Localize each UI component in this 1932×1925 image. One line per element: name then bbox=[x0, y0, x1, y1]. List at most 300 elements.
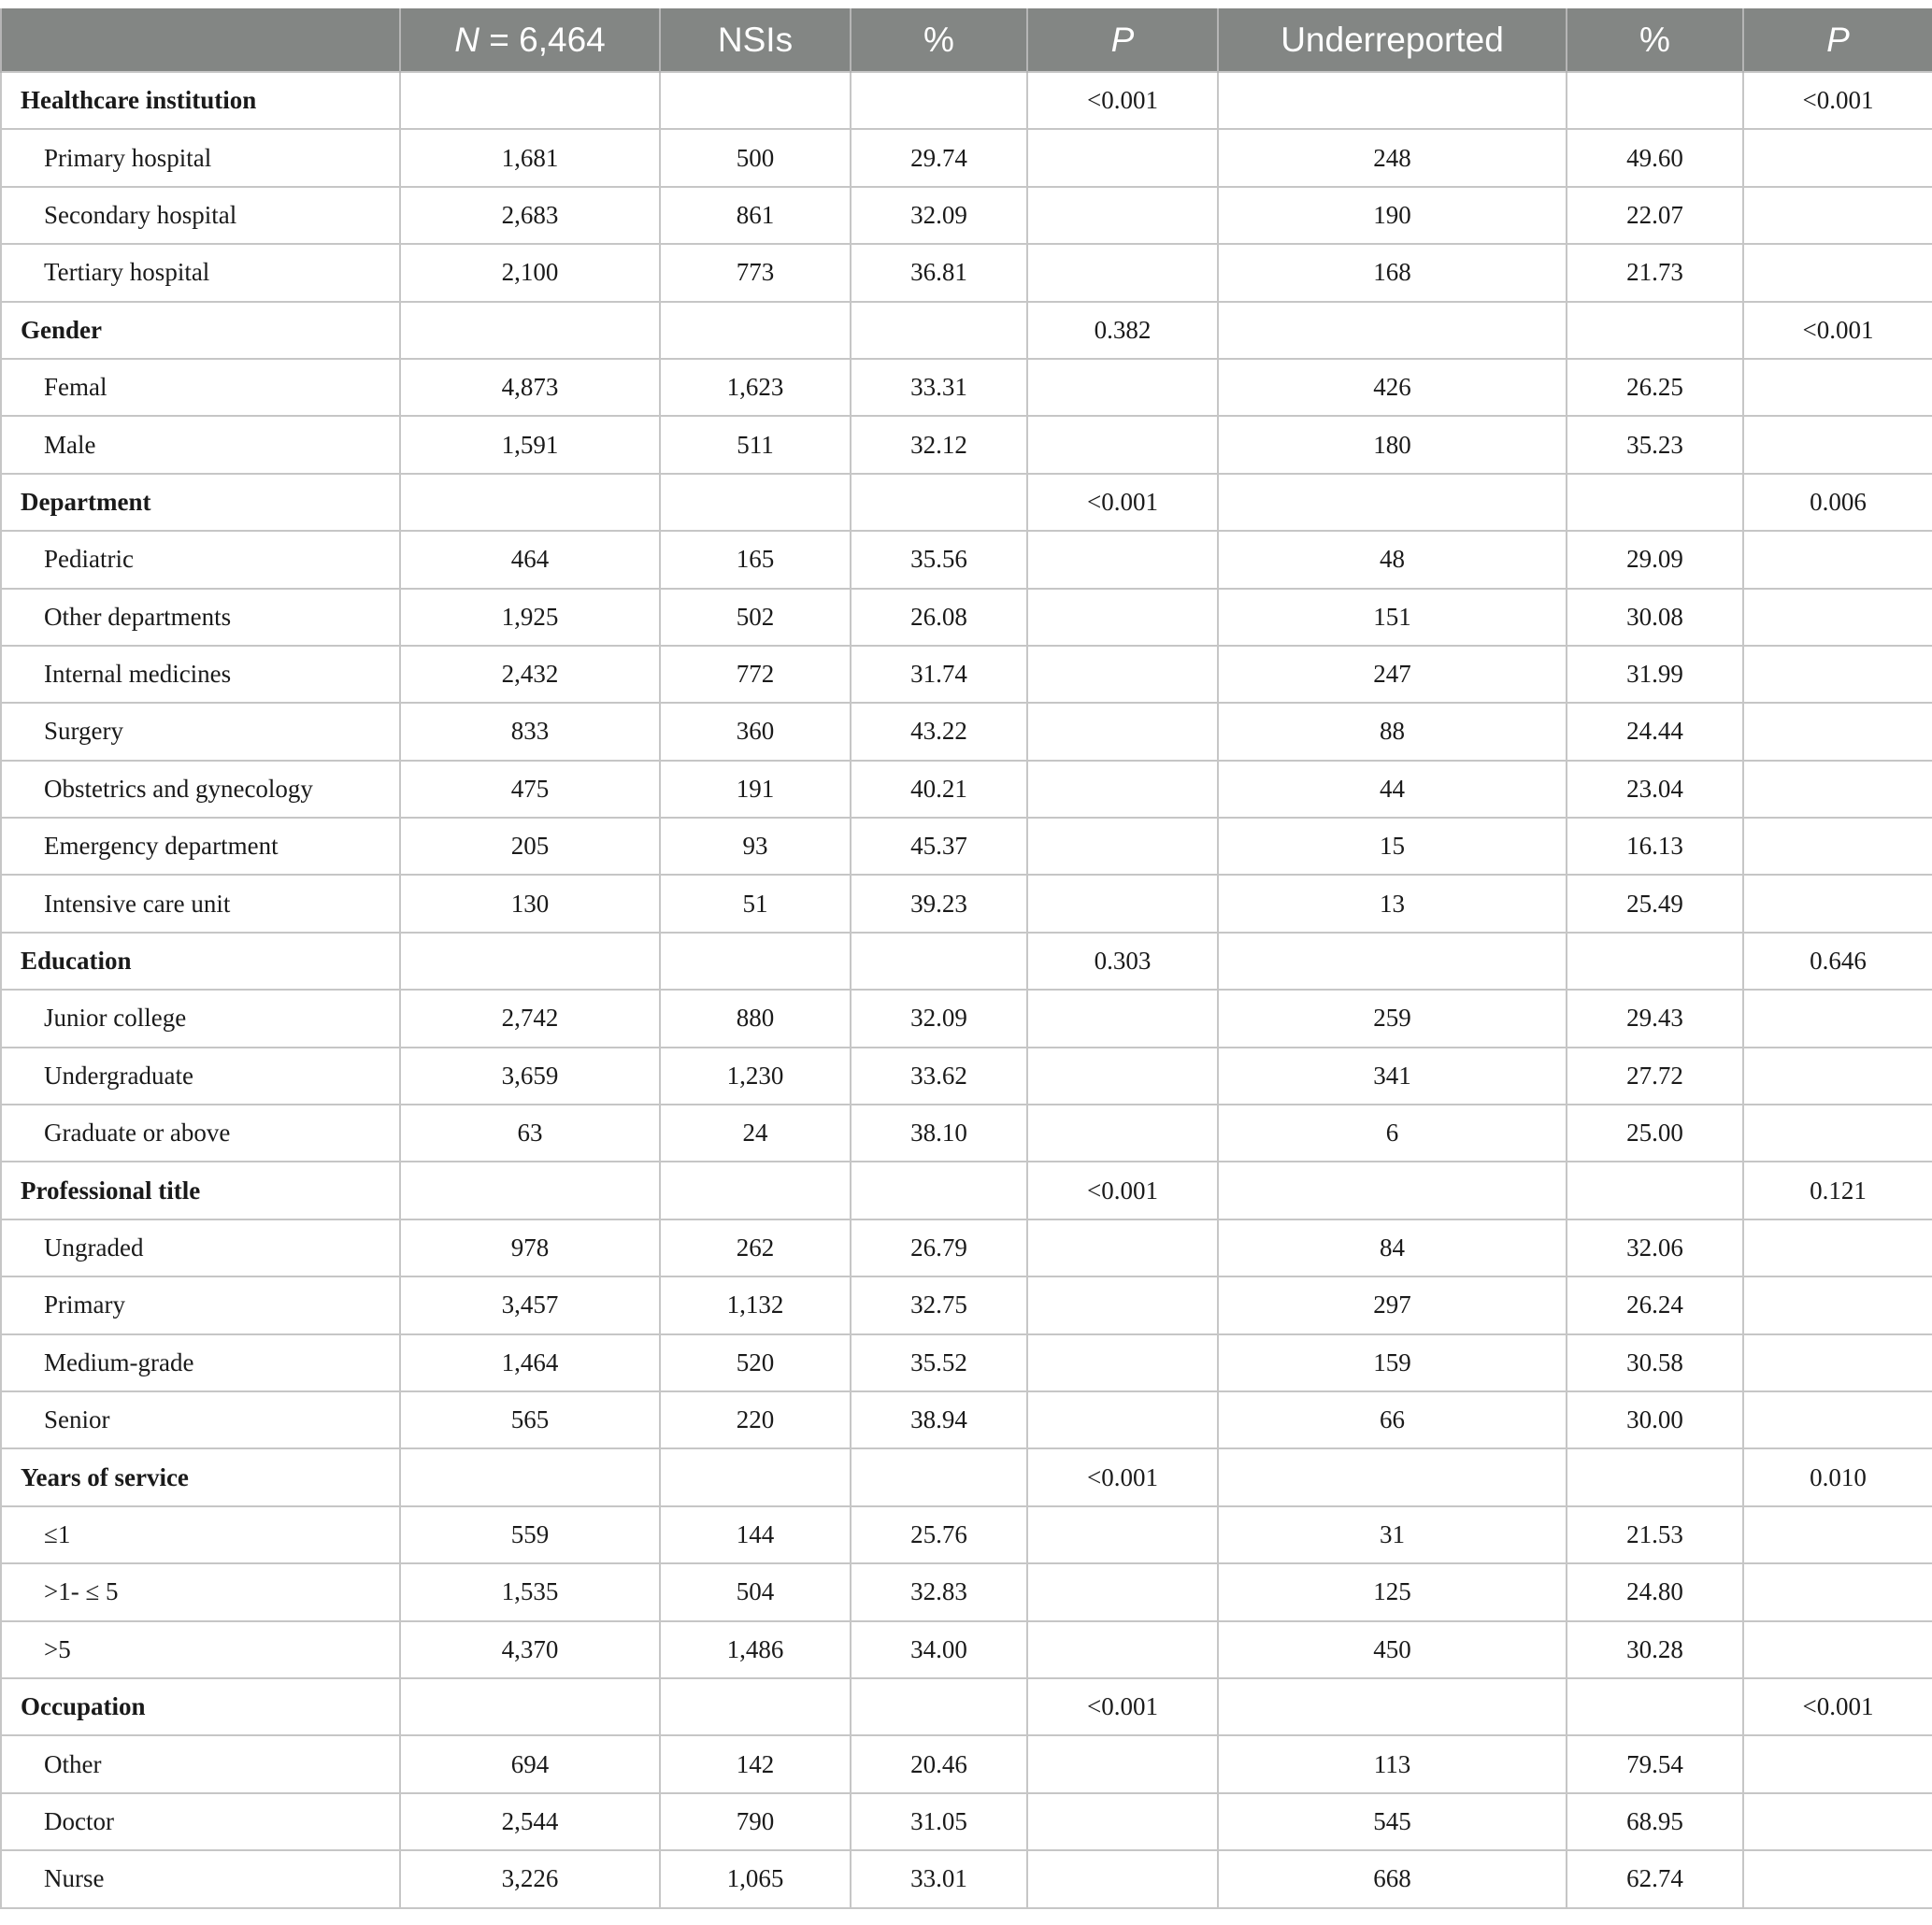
cell-underreported: 151 bbox=[1218, 589, 1567, 646]
cell-underreported: 341 bbox=[1218, 1048, 1567, 1105]
header-nsis: NSIs bbox=[660, 8, 851, 72]
cell-n: 63 bbox=[400, 1105, 660, 1162]
cell-percent-underreported: 25.00 bbox=[1567, 1105, 1743, 1162]
cell-n: 833 bbox=[400, 703, 660, 760]
cell-n: 565 bbox=[400, 1391, 660, 1448]
cell-percent-underreported: 35.23 bbox=[1567, 416, 1743, 473]
cell-p bbox=[1027, 129, 1218, 186]
cell-percent-underreported: 25.49 bbox=[1567, 875, 1743, 932]
row-label: Senior bbox=[1, 1391, 400, 1448]
cell-n bbox=[400, 1162, 660, 1219]
cell-underreported: 31 bbox=[1218, 1506, 1567, 1563]
cell-percent: 32.12 bbox=[851, 416, 1027, 473]
cell-percent-underreported: 49.60 bbox=[1567, 129, 1743, 186]
cell-nsis: 51 bbox=[660, 875, 851, 932]
cell-percent: 26.79 bbox=[851, 1219, 1027, 1276]
cell-underreported: 159 bbox=[1218, 1334, 1567, 1391]
row-label: Education bbox=[1, 933, 400, 990]
cell-percent-underreported: 62.74 bbox=[1567, 1850, 1743, 1907]
cell-nsis bbox=[660, 1678, 851, 1735]
cell-n bbox=[400, 474, 660, 531]
cell-percent: 35.52 bbox=[851, 1334, 1027, 1391]
table-row bbox=[1, 761, 1932, 818]
cell-p-underreported bbox=[1743, 761, 1932, 818]
row-label: Intensive care unit bbox=[1, 875, 400, 932]
row-label: Primary hospital bbox=[1, 129, 400, 186]
cell-p-underreported: 0.646 bbox=[1743, 933, 1932, 990]
cell-p-underreported bbox=[1743, 990, 1932, 1047]
cell-underreported bbox=[1218, 1448, 1567, 1505]
cell-underreported bbox=[1218, 933, 1567, 990]
cell-underreported: 247 bbox=[1218, 646, 1567, 703]
row-label: Emergency department bbox=[1, 818, 400, 875]
cell-nsis: 24 bbox=[660, 1105, 851, 1162]
table-row bbox=[1, 1276, 1932, 1333]
table-row bbox=[1, 1563, 1932, 1620]
cell-n: 2,742 bbox=[400, 990, 660, 1047]
cell-p-underreported: <0.001 bbox=[1743, 72, 1932, 129]
cell-p bbox=[1027, 187, 1218, 244]
row-label: Healthcare institution bbox=[1, 72, 400, 129]
row-label: Junior college bbox=[1, 990, 400, 1047]
cell-percent: 38.10 bbox=[851, 1105, 1027, 1162]
cell-underreported: 125 bbox=[1218, 1563, 1567, 1620]
cell-percent: 33.62 bbox=[851, 1048, 1027, 1105]
cell-n: 3,659 bbox=[400, 1048, 660, 1105]
cell-nsis: 93 bbox=[660, 818, 851, 875]
cell-percent-underreported: 30.58 bbox=[1567, 1334, 1743, 1391]
cell-percent bbox=[851, 933, 1027, 990]
cell-p: <0.001 bbox=[1027, 1448, 1218, 1505]
cell-p-underreported bbox=[1743, 1850, 1932, 1907]
cell-p-underreported bbox=[1743, 531, 1932, 588]
row-label: >1- ≤ 5 bbox=[1, 1563, 400, 1620]
category-row bbox=[1, 474, 1932, 531]
row-label: Occupation bbox=[1, 1678, 400, 1735]
cell-p bbox=[1027, 1850, 1218, 1907]
cell-n: 1,464 bbox=[400, 1334, 660, 1391]
cell-nsis bbox=[660, 1162, 851, 1219]
cell-nsis: 220 bbox=[660, 1391, 851, 1448]
cell-percent-underreported: 30.28 bbox=[1567, 1621, 1743, 1678]
cell-p: 0.303 bbox=[1027, 933, 1218, 990]
row-label: Pediatric bbox=[1, 531, 400, 588]
header-percent-underreported: % bbox=[1567, 8, 1743, 72]
cell-nsis: 142 bbox=[660, 1735, 851, 1792]
cell-p: <0.001 bbox=[1027, 72, 1218, 129]
cell-percent: 26.08 bbox=[851, 589, 1027, 646]
cell-p-underreported: 0.010 bbox=[1743, 1448, 1932, 1505]
table-row bbox=[1, 359, 1932, 416]
cell-percent-underreported bbox=[1567, 1678, 1743, 1735]
cell-p-underreported bbox=[1743, 818, 1932, 875]
cell-p bbox=[1027, 1621, 1218, 1678]
table-body bbox=[1, 72, 1932, 1908]
cell-underreported: 259 bbox=[1218, 990, 1567, 1047]
cell-percent-underreported: 32.06 bbox=[1567, 1219, 1743, 1276]
row-label: Surgery bbox=[1, 703, 400, 760]
cell-p bbox=[1027, 1276, 1218, 1333]
cell-p-underreported bbox=[1743, 1334, 1932, 1391]
cell-percent-underreported bbox=[1567, 1162, 1743, 1219]
table-row bbox=[1, 703, 1932, 760]
cell-percent-underreported bbox=[1567, 933, 1743, 990]
cell-p-underreported bbox=[1743, 129, 1932, 186]
cell-underreported bbox=[1218, 72, 1567, 129]
category-row bbox=[1, 1448, 1932, 1505]
header-n bbox=[400, 8, 660, 72]
cell-p-underreported bbox=[1743, 1048, 1932, 1105]
category-row bbox=[1, 1678, 1932, 1735]
cell-nsis: 880 bbox=[660, 990, 851, 1047]
cell-p-underreported bbox=[1743, 875, 1932, 932]
table-row bbox=[1, 875, 1932, 932]
table-row bbox=[1, 646, 1932, 703]
cell-percent-underreported: 22.07 bbox=[1567, 187, 1743, 244]
cell-percent-underreported: 26.24 bbox=[1567, 1276, 1743, 1333]
cell-p-underreported bbox=[1743, 1735, 1932, 1792]
row-label: Primary bbox=[1, 1276, 400, 1333]
cell-nsis: 1,065 bbox=[660, 1850, 851, 1907]
cell-underreported: 297 bbox=[1218, 1276, 1567, 1333]
data-table bbox=[0, 8, 1932, 1909]
cell-n: 1,591 bbox=[400, 416, 660, 473]
cell-percent: 39.23 bbox=[851, 875, 1027, 932]
table-row bbox=[1, 1621, 1932, 1678]
table-row bbox=[1, 244, 1932, 301]
cell-p-underreported bbox=[1743, 589, 1932, 646]
cell-nsis: 504 bbox=[660, 1563, 851, 1620]
cell-nsis: 144 bbox=[660, 1506, 851, 1563]
cell-nsis: 1,486 bbox=[660, 1621, 851, 1678]
cell-nsis: 520 bbox=[660, 1334, 851, 1391]
cell-percent-underreported: 29.09 bbox=[1567, 531, 1743, 588]
cell-p bbox=[1027, 589, 1218, 646]
cell-p: <0.001 bbox=[1027, 1678, 1218, 1735]
cell-p bbox=[1027, 531, 1218, 588]
cell-percent: 33.01 bbox=[851, 1850, 1027, 1907]
row-label: Other departments bbox=[1, 589, 400, 646]
cell-nsis: 360 bbox=[660, 703, 851, 760]
cell-percent-underreported bbox=[1567, 302, 1743, 359]
header-p-underreported: P bbox=[1743, 8, 1932, 72]
cell-percent bbox=[851, 1448, 1027, 1505]
cell-percent-underreported bbox=[1567, 474, 1743, 531]
cell-percent-underreported: 21.73 bbox=[1567, 244, 1743, 301]
cell-p-underreported bbox=[1743, 703, 1932, 760]
cell-percent-underreported: 26.25 bbox=[1567, 359, 1743, 416]
cell-n: 464 bbox=[400, 531, 660, 588]
cell-percent bbox=[851, 1678, 1027, 1735]
cell-n: 4,370 bbox=[400, 1621, 660, 1678]
cell-p: <0.001 bbox=[1027, 1162, 1218, 1219]
cell-percent bbox=[851, 1162, 1027, 1219]
cell-p bbox=[1027, 646, 1218, 703]
cell-p-underreported bbox=[1743, 1105, 1932, 1162]
cell-nsis bbox=[660, 1448, 851, 1505]
table-row bbox=[1, 818, 1932, 875]
cell-p bbox=[1027, 761, 1218, 818]
table-header bbox=[1, 8, 1932, 72]
cell-n bbox=[400, 1448, 660, 1505]
cell-percent-underreported: 29.43 bbox=[1567, 990, 1743, 1047]
cell-p bbox=[1027, 1105, 1218, 1162]
cell-percent: 25.76 bbox=[851, 1506, 1027, 1563]
header-label-column bbox=[1, 8, 400, 72]
cell-nsis: 165 bbox=[660, 531, 851, 588]
cell-percent: 45.37 bbox=[851, 818, 1027, 875]
cell-n: 559 bbox=[400, 1506, 660, 1563]
table-row bbox=[1, 589, 1932, 646]
cell-percent: 35.56 bbox=[851, 531, 1027, 588]
category-row bbox=[1, 933, 1932, 990]
cell-underreported: 190 bbox=[1218, 187, 1567, 244]
row-label: Department bbox=[1, 474, 400, 531]
cell-p bbox=[1027, 416, 1218, 473]
cell-percent-underreported: 23.04 bbox=[1567, 761, 1743, 818]
cell-underreported bbox=[1218, 474, 1567, 531]
category-row bbox=[1, 1162, 1932, 1219]
cell-p-underreported bbox=[1743, 646, 1932, 703]
cell-percent-underreported: 30.00 bbox=[1567, 1391, 1743, 1448]
category-row bbox=[1, 302, 1932, 359]
row-label: >5 bbox=[1, 1621, 400, 1678]
cell-percent-underreported: 24.44 bbox=[1567, 703, 1743, 760]
cell-n: 475 bbox=[400, 761, 660, 818]
cell-nsis: 502 bbox=[660, 589, 851, 646]
cell-underreported: 545 bbox=[1218, 1793, 1567, 1850]
cell-percent-underreported: 30.08 bbox=[1567, 589, 1743, 646]
cell-p bbox=[1027, 1506, 1218, 1563]
cell-n: 2,683 bbox=[400, 187, 660, 244]
row-label: Obstetrics and gynecology bbox=[1, 761, 400, 818]
row-label: Other bbox=[1, 1735, 400, 1792]
cell-nsis: 1,623 bbox=[660, 359, 851, 416]
cell-n bbox=[400, 302, 660, 359]
cell-nsis: 772 bbox=[660, 646, 851, 703]
row-label: Male bbox=[1, 416, 400, 473]
cell-nsis: 1,132 bbox=[660, 1276, 851, 1333]
cell-p-underreported bbox=[1743, 1391, 1932, 1448]
cell-n: 978 bbox=[400, 1219, 660, 1276]
cell-underreported: 13 bbox=[1218, 875, 1567, 932]
cell-percent bbox=[851, 72, 1027, 129]
row-label: Tertiary hospital bbox=[1, 244, 400, 301]
cell-nsis: 500 bbox=[660, 129, 851, 186]
cell-percent-underreported bbox=[1567, 72, 1743, 129]
cell-n bbox=[400, 1678, 660, 1735]
cell-percent-underreported: 24.80 bbox=[1567, 1563, 1743, 1620]
header-n-value: = 6,464 bbox=[479, 20, 606, 59]
cell-underreported: 113 bbox=[1218, 1735, 1567, 1792]
cell-underreported: 668 bbox=[1218, 1850, 1567, 1907]
cell-p bbox=[1027, 1219, 1218, 1276]
table-row bbox=[1, 1391, 1932, 1448]
cell-n: 2,100 bbox=[400, 244, 660, 301]
cell-p-underreported bbox=[1743, 1793, 1932, 1850]
cell-nsis: 773 bbox=[660, 244, 851, 301]
cell-percent: 32.09 bbox=[851, 990, 1027, 1047]
cell-p-underreported bbox=[1743, 187, 1932, 244]
header-underreported: Underreported bbox=[1218, 8, 1567, 72]
cell-p-underreported bbox=[1743, 1506, 1932, 1563]
cell-p bbox=[1027, 990, 1218, 1047]
row-label: Years of service bbox=[1, 1448, 400, 1505]
row-label: Secondary hospital bbox=[1, 187, 400, 244]
cell-n: 130 bbox=[400, 875, 660, 932]
cell-underreported: 450 bbox=[1218, 1621, 1567, 1678]
header-n-symbol: N bbox=[454, 20, 479, 59]
cell-percent-underreported: 21.53 bbox=[1567, 1506, 1743, 1563]
cell-underreported: 88 bbox=[1218, 703, 1567, 760]
cell-nsis bbox=[660, 302, 851, 359]
cell-percent: 33.31 bbox=[851, 359, 1027, 416]
cell-percent: 36.81 bbox=[851, 244, 1027, 301]
cell-n bbox=[400, 72, 660, 129]
cell-underreported: 48 bbox=[1218, 531, 1567, 588]
cell-p bbox=[1027, 1735, 1218, 1792]
table-row bbox=[1, 1105, 1932, 1162]
table-row bbox=[1, 1048, 1932, 1105]
cell-percent bbox=[851, 302, 1027, 359]
cell-percent: 32.09 bbox=[851, 187, 1027, 244]
table-row bbox=[1, 1850, 1932, 1907]
cell-p bbox=[1027, 1334, 1218, 1391]
cell-p bbox=[1027, 818, 1218, 875]
cell-underreported bbox=[1218, 1678, 1567, 1735]
cell-n: 4,873 bbox=[400, 359, 660, 416]
cell-p bbox=[1027, 1563, 1218, 1620]
cell-p bbox=[1027, 1793, 1218, 1850]
table-row bbox=[1, 1793, 1932, 1850]
table-row bbox=[1, 1219, 1932, 1276]
table-row bbox=[1, 416, 1932, 473]
cell-percent-underreported: 16.13 bbox=[1567, 818, 1743, 875]
table-row bbox=[1, 1506, 1932, 1563]
cell-p-underreported: 0.006 bbox=[1743, 474, 1932, 531]
table-row bbox=[1, 129, 1932, 186]
header-row bbox=[1, 8, 1932, 72]
row-label: ≤1 bbox=[1, 1506, 400, 1563]
header-percent-nsis: % bbox=[851, 8, 1027, 72]
cell-nsis bbox=[660, 72, 851, 129]
cell-percent: 29.74 bbox=[851, 129, 1027, 186]
row-label: Medium-grade bbox=[1, 1334, 400, 1391]
cell-p-underreported bbox=[1743, 1621, 1932, 1678]
cell-percent-underreported: 79.54 bbox=[1567, 1735, 1743, 1792]
row-label: Ungraded bbox=[1, 1219, 400, 1276]
table-row bbox=[1, 1735, 1932, 1792]
row-label: Nurse bbox=[1, 1850, 400, 1907]
cell-underreported: 6 bbox=[1218, 1105, 1567, 1162]
cell-nsis: 1,230 bbox=[660, 1048, 851, 1105]
cell-percent: 43.22 bbox=[851, 703, 1027, 760]
cell-n: 205 bbox=[400, 818, 660, 875]
cell-underreported: 168 bbox=[1218, 244, 1567, 301]
table-row bbox=[1, 990, 1932, 1047]
cell-n: 2,544 bbox=[400, 1793, 660, 1850]
row-label: Internal medicines bbox=[1, 646, 400, 703]
table-row bbox=[1, 187, 1932, 244]
cell-p-underreported bbox=[1743, 359, 1932, 416]
cell-p-underreported bbox=[1743, 416, 1932, 473]
table-row bbox=[1, 531, 1932, 588]
cell-p bbox=[1027, 875, 1218, 932]
cell-percent: 31.74 bbox=[851, 646, 1027, 703]
cell-percent: 34.00 bbox=[851, 1621, 1027, 1678]
cell-percent: 32.83 bbox=[851, 1563, 1027, 1620]
cell-percent-underreported: 27.72 bbox=[1567, 1048, 1743, 1105]
cell-underreported: 84 bbox=[1218, 1219, 1567, 1276]
cell-p-underreported: <0.001 bbox=[1743, 302, 1932, 359]
cell-n: 3,457 bbox=[400, 1276, 660, 1333]
cell-nsis: 191 bbox=[660, 761, 851, 818]
cell-p-underreported bbox=[1743, 1276, 1932, 1333]
cell-p bbox=[1027, 1391, 1218, 1448]
cell-underreported: 44 bbox=[1218, 761, 1567, 818]
cell-underreported bbox=[1218, 302, 1567, 359]
row-label: Graduate or above bbox=[1, 1105, 400, 1162]
cell-n: 1,925 bbox=[400, 589, 660, 646]
cell-p: <0.001 bbox=[1027, 474, 1218, 531]
cell-underreported: 15 bbox=[1218, 818, 1567, 875]
cell-percent bbox=[851, 474, 1027, 531]
cell-underreported: 66 bbox=[1218, 1391, 1567, 1448]
cell-underreported: 426 bbox=[1218, 359, 1567, 416]
row-label: Gender bbox=[1, 302, 400, 359]
cell-p-underreported: 0.121 bbox=[1743, 1162, 1932, 1219]
cell-nsis: 861 bbox=[660, 187, 851, 244]
row-label: Undergraduate bbox=[1, 1048, 400, 1105]
cell-nsis: 790 bbox=[660, 1793, 851, 1850]
cell-p-underreported bbox=[1743, 244, 1932, 301]
cell-percent-underreported: 68.95 bbox=[1567, 1793, 1743, 1850]
row-label: Femal bbox=[1, 359, 400, 416]
cell-p-underreported bbox=[1743, 1219, 1932, 1276]
cell-n bbox=[400, 933, 660, 990]
cell-nsis: 511 bbox=[660, 416, 851, 473]
cell-nsis bbox=[660, 474, 851, 531]
cell-percent: 32.75 bbox=[851, 1276, 1027, 1333]
cell-percent-underreported bbox=[1567, 1448, 1743, 1505]
cell-percent-underreported: 31.99 bbox=[1567, 646, 1743, 703]
cell-percent: 38.94 bbox=[851, 1391, 1027, 1448]
cell-n: 2,432 bbox=[400, 646, 660, 703]
cell-n: 1,681 bbox=[400, 129, 660, 186]
table-row bbox=[1, 1334, 1932, 1391]
cell-p-underreported: <0.001 bbox=[1743, 1678, 1932, 1735]
cell-p bbox=[1027, 359, 1218, 416]
cell-percent: 31.05 bbox=[851, 1793, 1027, 1850]
category-row bbox=[1, 72, 1932, 129]
cell-n: 1,535 bbox=[400, 1563, 660, 1620]
row-label: Professional title bbox=[1, 1162, 400, 1219]
cell-underreported: 248 bbox=[1218, 129, 1567, 186]
cell-underreported: 180 bbox=[1218, 416, 1567, 473]
row-label: Doctor bbox=[1, 1793, 400, 1850]
cell-n: 3,226 bbox=[400, 1850, 660, 1907]
cell-nsis: 262 bbox=[660, 1219, 851, 1276]
cell-p bbox=[1027, 703, 1218, 760]
cell-percent: 40.21 bbox=[851, 761, 1027, 818]
cell-percent: 20.46 bbox=[851, 1735, 1027, 1792]
cell-p bbox=[1027, 244, 1218, 301]
cell-p: 0.382 bbox=[1027, 302, 1218, 359]
cell-n: 694 bbox=[400, 1735, 660, 1792]
cell-nsis bbox=[660, 933, 851, 990]
cell-p-underreported bbox=[1743, 1563, 1932, 1620]
cell-p bbox=[1027, 1048, 1218, 1105]
